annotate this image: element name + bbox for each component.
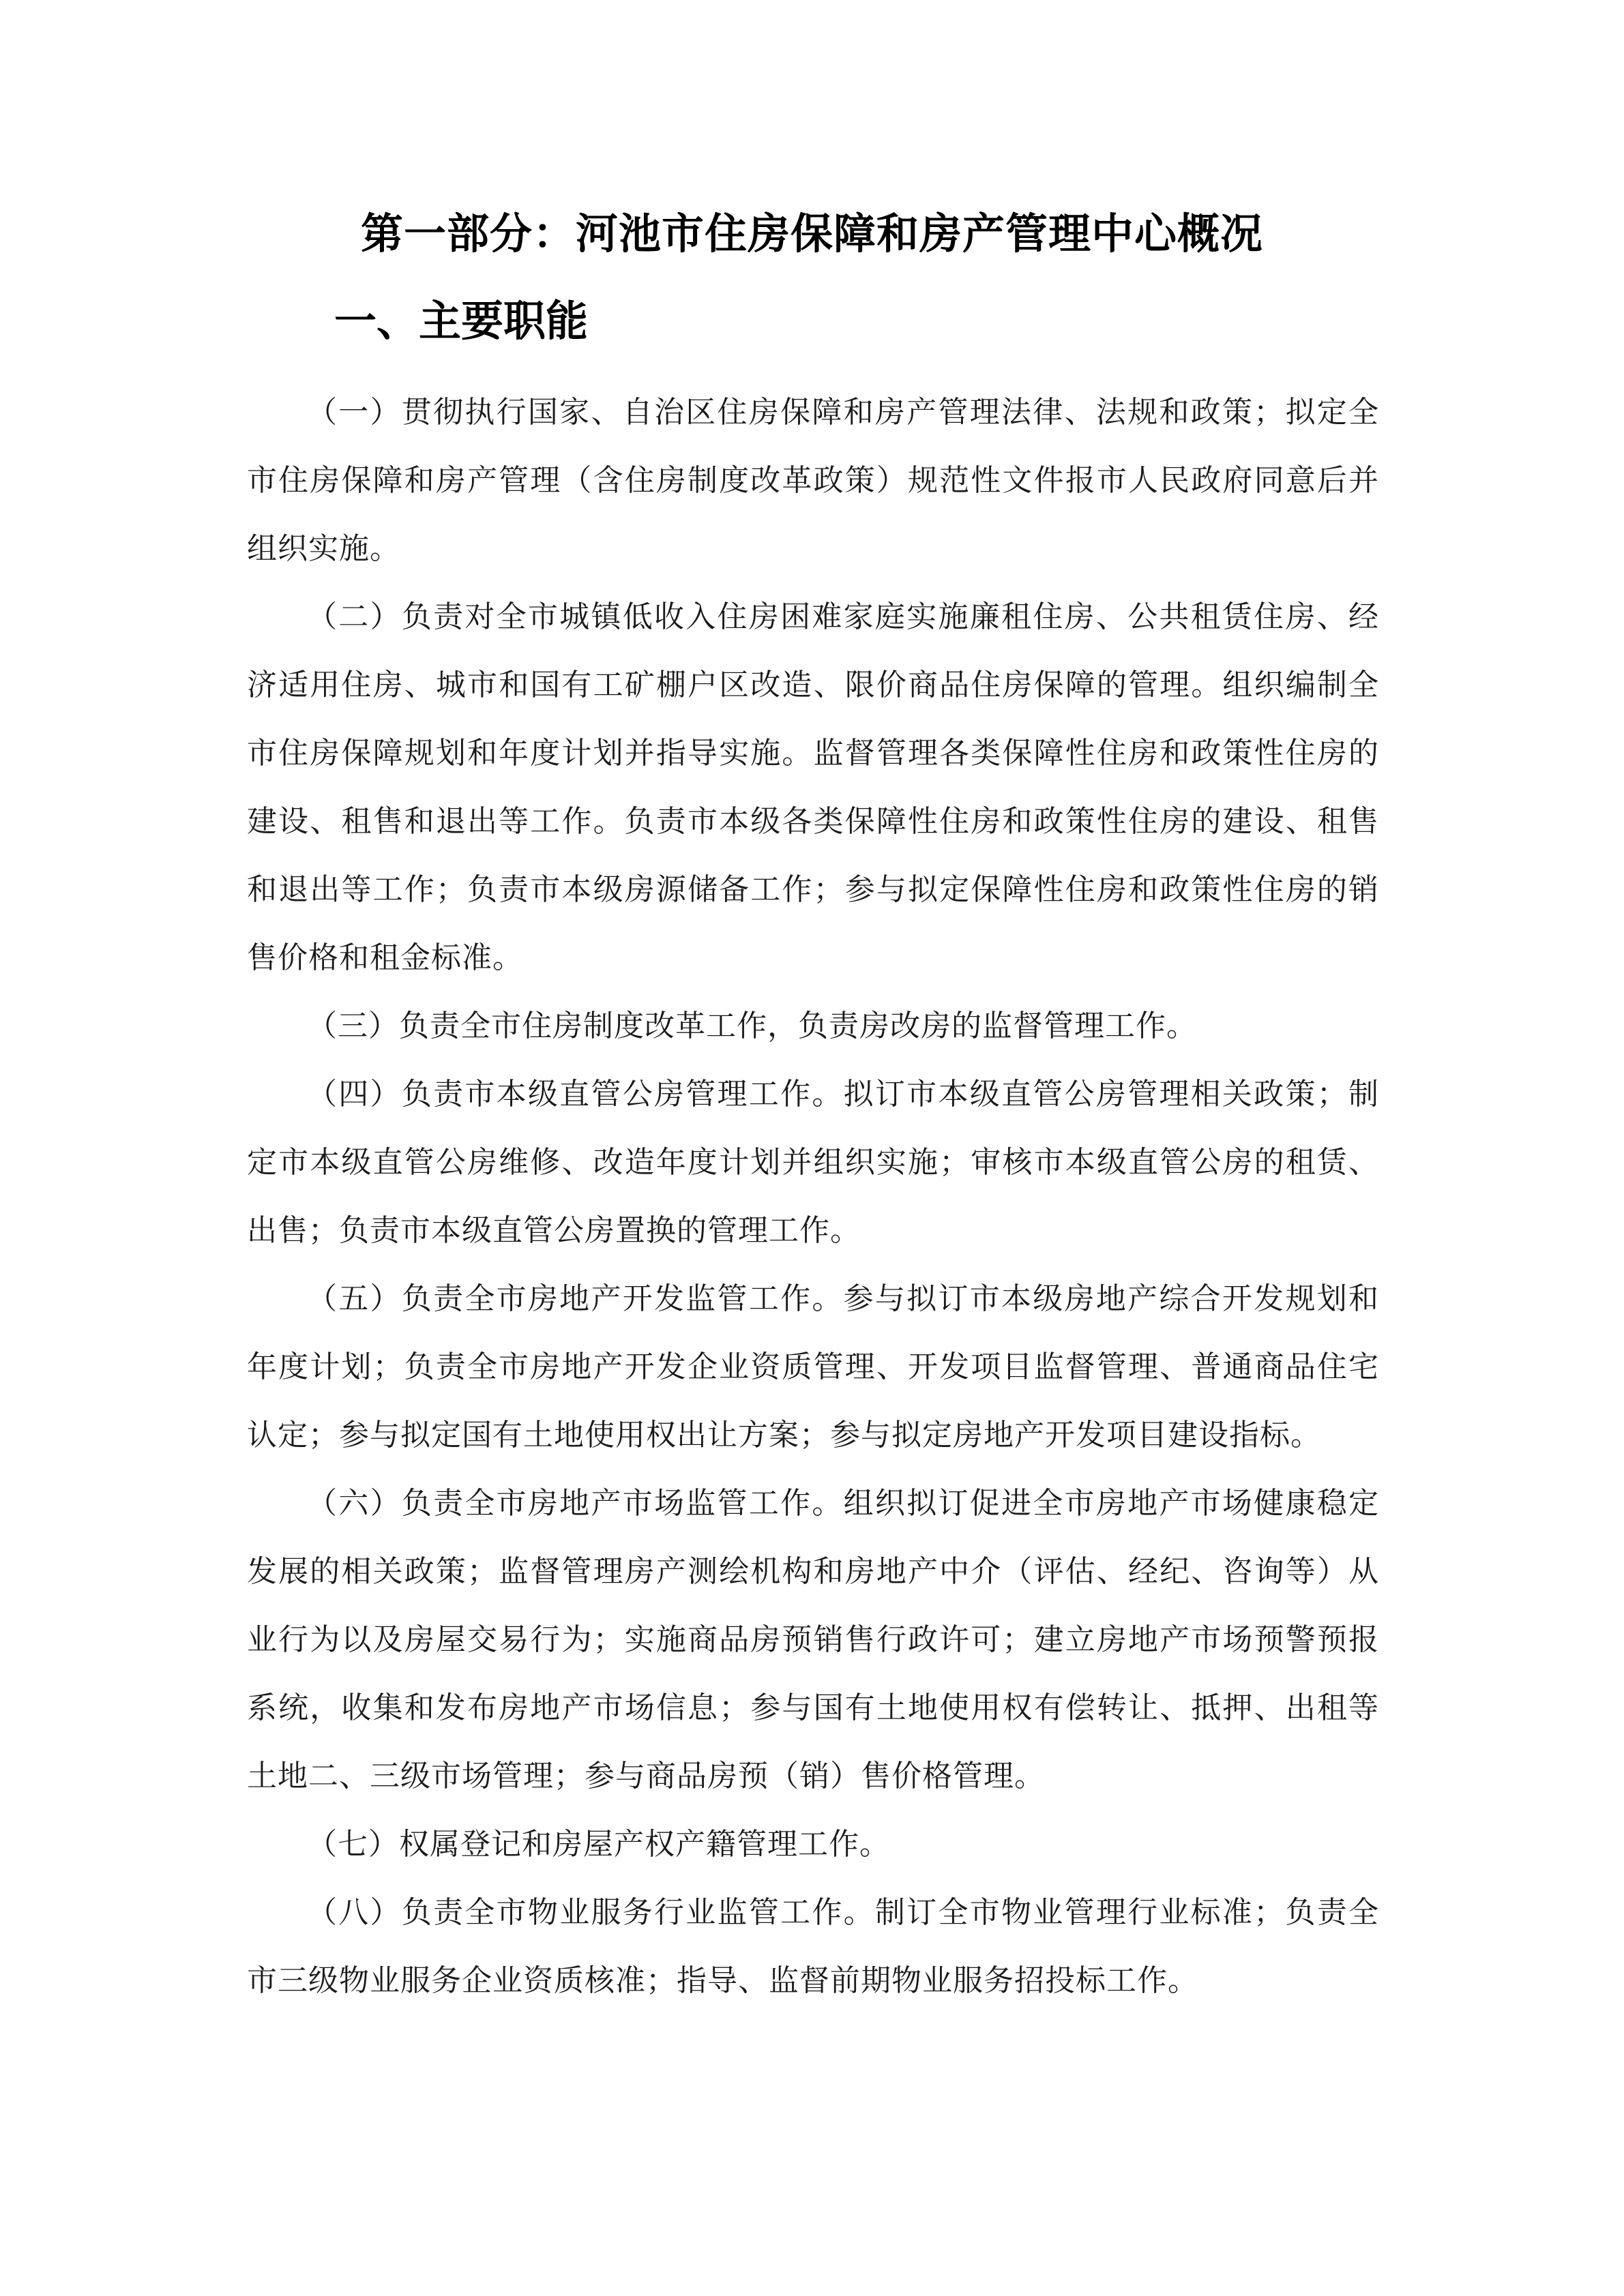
document-body	[247, 378, 1379, 2015]
paragraph-3: （三）负责全市住房制度改革工作，负责房改房的监督管理工作。	[307, 1009, 1197, 1043]
paragraph-6: （六）负责全市房地产市场监管工作。组织拟订促进全市房地产市场健康稳定发展的相关政策；监督管理房产测绘机构和房地产中介（评估、经纪、咨询等）从业行为以及房屋交易行为；实施商品房预销售行政许可；建立房地产市场预警预报系统，收集和发布房地产市场信息；参与国有土地使用权有偿转让、抵押、出租等土地二、三级市场管理；参与商品房预（销）售价格管理。	[247, 1486, 1379, 1793]
section-heading: 一、主要职能	[334, 296, 589, 346]
paragraph-5: （五）负责全市房地产开发监管工作。参与拟订市本级房地产综合开发规划和年度计划；负责全市房地产开发企业资质管理、开发项目监督管理、普通商品住宅认定；参与拟定国有土地使用权出让方案；参与拟定房地产开发项目建设指标。	[247, 1281, 1379, 1452]
paragraph-4: （四）负责市本级直管公房管理工作。拟订市本级直管公房管理相关政策；制定市本级直管公房维修、改造年度计划并组织实施；审核市本级直管公房的租赁、出售；负责市本级直管公房置换的管理工作。	[247, 1077, 1379, 1248]
paragraph-8: （八）负责全市物业服务行业监管工作。制订全市物业管理行业标准；负责全市三级物业服务企业资质核准；指导、监督前期物业服务招投标工作。	[247, 1895, 1379, 1998]
paragraph-1: （一）贯彻执行国家、自治区住房保障和房产管理法律、法规和政策；拟定全市住房保障和房产管理（含住房制度改革政策）规范性文件报市人民政府同意后并组织实施。	[247, 395, 1379, 566]
paragraph-2: （二）负责对全市城镇低收入住房困难家庭实施廉租住房、公共租赁住房、经济适用住房、城市和国有工矿棚户区改造、限价商品住房保障的管理。组织编制全市住房保障规划和年度计划并指导实施。监督管理各类保障性住房和政策性住房的建设、租售和退出等工作。负责市本级各类保障性住房和政策性住房的建设、租售和退出等工作；负责市本级房源储备工作；参与拟定保障性住房和政策性住房的销售价格和租金标准。	[247, 599, 1379, 975]
paragraph-7: （七）权属登记和房屋产权产籍管理工作。	[307, 1827, 890, 1862]
document-title: 第一部分：河池市住房保障和房产管理中心概况	[360, 209, 1263, 258]
